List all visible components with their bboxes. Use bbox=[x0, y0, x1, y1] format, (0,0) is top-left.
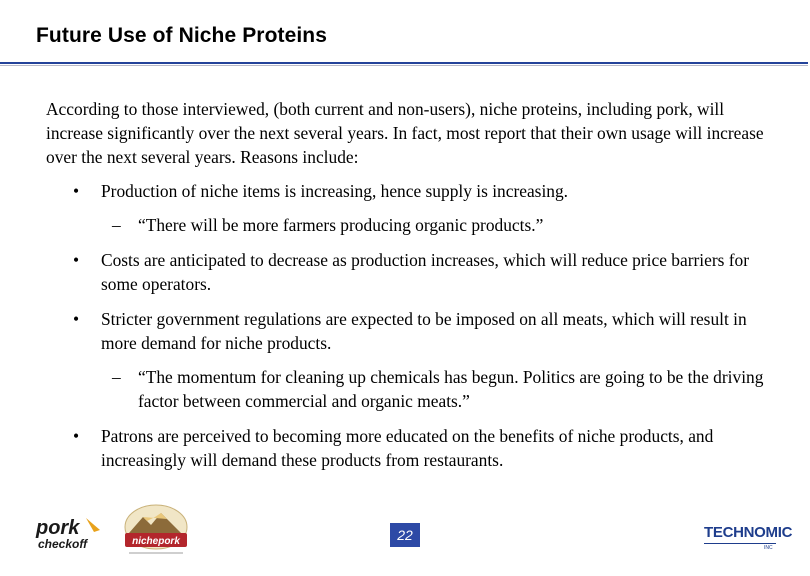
bullet-item bbox=[46, 424, 776, 472]
logo-checkoff-word: checkoff bbox=[38, 537, 88, 551]
bullet-marker: • bbox=[73, 181, 80, 201]
quote-text: “The momentum for cleaning up chemicals has begun. Politics are going to be the driving factor between commercial and organic meats.” bbox=[138, 367, 764, 411]
logo-swoosh-icon bbox=[86, 518, 100, 532]
logo-pork-word: pork bbox=[36, 517, 80, 539]
bullet-item bbox=[46, 248, 776, 296]
bullet-item bbox=[46, 307, 776, 355]
sub-bullet-item bbox=[46, 213, 776, 237]
nichepork-logo bbox=[121, 503, 191, 559]
logo-niche-word: nichepork bbox=[132, 536, 180, 547]
technomic-logo: TECHNOMIC bbox=[704, 524, 793, 541]
title-divider bbox=[0, 62, 808, 64]
bullet-marker: • bbox=[73, 426, 80, 446]
dash-marker: – bbox=[112, 215, 121, 235]
page-number: 22 bbox=[390, 523, 420, 547]
bullet-text: Costs are anticipated to decrease as production increases, which will reduce price barriers for some operators. bbox=[101, 250, 750, 294]
pork-checkoff-logo bbox=[34, 514, 106, 552]
title-divider-shadow bbox=[0, 65, 808, 66]
intro-paragraph: According to those interviewed, (both current and non-users), niche proteins, including pork, will increase significantly over the next several years. In fact, most report that their own usage will increase over the next several years. Reasons include: bbox=[46, 99, 764, 167]
bullet-text: Stricter government regulations are expected to be imposed on all meats, which will result in more demand for niche products. bbox=[101, 309, 747, 353]
dash-marker: – bbox=[112, 367, 121, 387]
bullet-item bbox=[46, 179, 776, 203]
technomic-underline bbox=[704, 543, 776, 544]
bullet-marker: • bbox=[73, 250, 80, 270]
bullet-text: Patrons are perceived to becoming more educated on the benefits of niche products, and increasingly will demand these products from restaurants. bbox=[101, 426, 714, 470]
slide-body bbox=[46, 97, 776, 472]
quote-text: “There will be more farmers producing organic products.” bbox=[138, 215, 544, 235]
sub-bullet-item bbox=[46, 365, 776, 413]
bullet-text: Production of niche items is increasing, hence supply is increasing. bbox=[101, 181, 569, 201]
technomic-suffix: INC bbox=[764, 545, 773, 551]
page-title: Future Use of Niche Proteins bbox=[36, 24, 328, 47]
bullet-marker: • bbox=[73, 309, 80, 329]
